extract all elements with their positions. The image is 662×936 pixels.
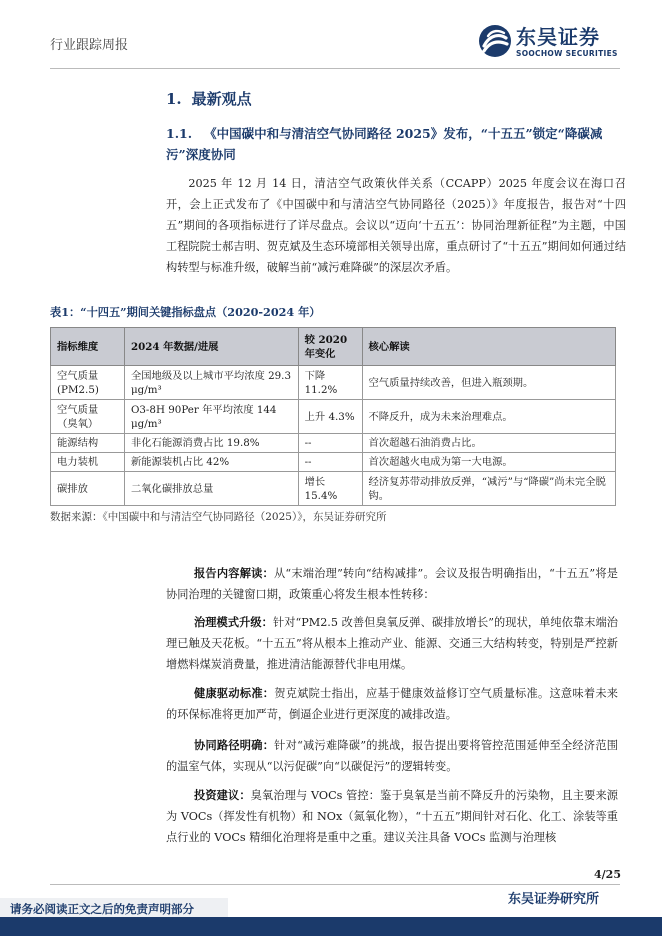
subsection-number: 1.1.	[166, 126, 193, 141]
intro-paragraph: 2025 年 12 月 14 日，清洁空气政策伙伴关系（CCAPP）2025 年度会议在海口召开，会上正式发布了《中国碳中和与清洁空气协同路径（2025）》年度报告，报告对“十四五”期间的各项指标进行了详尽盘点。会议以“迈向‘十五五’：协同治理新征程”为主题，中国工程院院士郝吉明、贺克斌及生态环境部相关领导出席，重点研讨了“十五五”期间如何通过结构转型与标准升级，破解当前“减污难降碳”的深层次矛盾。	[166, 177, 626, 274]
table-cell: 下降 11.2%	[298, 366, 362, 400]
table-cell: 空气质量(PM2.5)	[51, 366, 125, 400]
body-paragraph	[166, 785, 618, 848]
body-paragraph	[166, 612, 618, 675]
table-cell: --	[298, 453, 362, 472]
table-header-row	[51, 328, 616, 366]
table-cell: 非化石能源消费占比 19.8%	[124, 434, 298, 453]
paragraph-lead: 健康驱动标准：	[194, 686, 275, 700]
brand-logo	[478, 22, 618, 62]
table-cell: 二氧化碳排放总量	[124, 472, 298, 506]
body-paragraph	[166, 735, 618, 777]
section-title: 最新观点	[191, 90, 252, 108]
table-cell: 空气质量（臭氧）	[51, 400, 125, 434]
table-cell: 上升 4.3%	[298, 400, 362, 434]
table-row	[51, 400, 616, 434]
subsection-heading	[166, 123, 628, 165]
body-paragraph	[166, 563, 618, 605]
subsection-title: 《中国碳中和与清洁空气协同路径 2025》发布，“十五五”锁定“降碳减污”深度协同	[166, 126, 603, 162]
disclaimer-text: 请务必阅读正文之后的免责声明部分	[10, 902, 194, 916]
paragraph-text: 从“末端治理”转向“结构减排”。会议及报告明确指出，“十五五”将是协同治理的关键窗口期，政策重心将发生根本性转移：	[166, 567, 618, 601]
table-cell: 增长 15.4%	[298, 472, 362, 506]
table-cell: 能源结构	[51, 434, 125, 453]
soochow-logo-icon	[478, 24, 512, 58]
table-cell: --	[298, 434, 362, 453]
table-row	[51, 453, 616, 472]
paragraph-text: 臭氧治理与 VOCs 管控：鉴于臭氧是当前不降反升的污染物，且主要来源为 VOCs（挥发性有机物）和 NOx（氮氧化物），“十五五”期间针对石化、化工、涂装等重点行业的 VOCs 精细化治理将是重中之重。建议关注具备 VOCs 监测与治理核	[166, 789, 618, 844]
header-divider	[50, 68, 620, 69]
paragraph-lead: 报告内容解读：	[194, 566, 274, 580]
table-source-note: 数据来源：《中国碳中和与清洁空气协同路径（2025）》，东吴证券研究所	[50, 511, 387, 523]
report-type-label: 行业跟踪周报	[50, 38, 129, 53]
table-cell: 新能源装机占比 42%	[124, 453, 298, 472]
footer-divider	[50, 884, 620, 885]
table-cell: 全国地级及以上城市平均浓度 29.3 μg/m³	[124, 366, 298, 400]
table-header-cell: 较 2020 年变化	[298, 328, 362, 366]
table-cell: 首次超越石油消费占比。	[362, 434, 615, 453]
table-row	[51, 366, 616, 400]
table-cell: 不降反升，成为未来治理难点。	[362, 400, 615, 434]
brand-name-cn: 东吴证券	[516, 25, 600, 49]
table-cell: 碳排放	[51, 472, 125, 506]
table-cell: 电力装机	[51, 453, 125, 472]
paragraph-text: 针对“PM2.5 改善但臭氧反弹、碳排放增长”的现状，单纯依靠末端治理已触及天花板。“十五五”将从根本上推动产业、能源、交通三大结构转变，特别是严控新增燃料煤炭消费量，推进清洁能源替代非电用煤。	[166, 616, 618, 671]
table-caption: 表1：“十四五”期间关键指标盘点（2020-2024 年）	[50, 305, 321, 319]
table-header-cell: 指标维度	[51, 328, 125, 366]
table-row	[51, 472, 616, 506]
table-cell: 空气质量持续改善，但进入瓶颈期。	[362, 366, 615, 400]
table-cell: O3-8H 90Per 年平均浓度 144 μg/m³	[124, 400, 298, 434]
paragraph-text: 针对“减污难降碳”的挑战，报告提出要将管控范围延伸至全经济范围的温室气体，实现从“以污促碳”向“以碳促污”的逻辑转变。	[166, 739, 618, 773]
section-number: 1.	[166, 90, 182, 108]
brand-name-en: SOOCHOW SECURITIES	[516, 49, 618, 58]
bottom-brand-bar	[0, 917, 662, 936]
paragraph-lead: 治理模式升级：	[194, 615, 273, 629]
paragraph-lead: 协同路径明确：	[194, 738, 275, 752]
kpi-table	[50, 327, 616, 506]
table-cell: 首次超越火电成为第一大电源。	[362, 453, 615, 472]
table-cell: 经济复苏带动排放反弹，“减污”与“降碳”尚未完全脱钩。	[362, 472, 615, 506]
paragraph-text: 贺克斌院士指出，应基于健康效益修订空气质量标准。这意味着未来的环保标准将更加严苛，倒逼企业进行更深度的减排改造。	[166, 687, 618, 721]
paragraph-lead: 投资建议：	[194, 788, 251, 802]
body-paragraph	[166, 683, 618, 725]
footer-org-name: 东吴证券研究所	[508, 892, 600, 907]
section-heading	[166, 88, 252, 109]
page-number: 4/25	[594, 868, 621, 881]
table-row	[51, 434, 616, 453]
table-header-cell: 2024 年数据/进展	[124, 328, 298, 366]
table-header-cell: 核心解读	[362, 328, 615, 366]
